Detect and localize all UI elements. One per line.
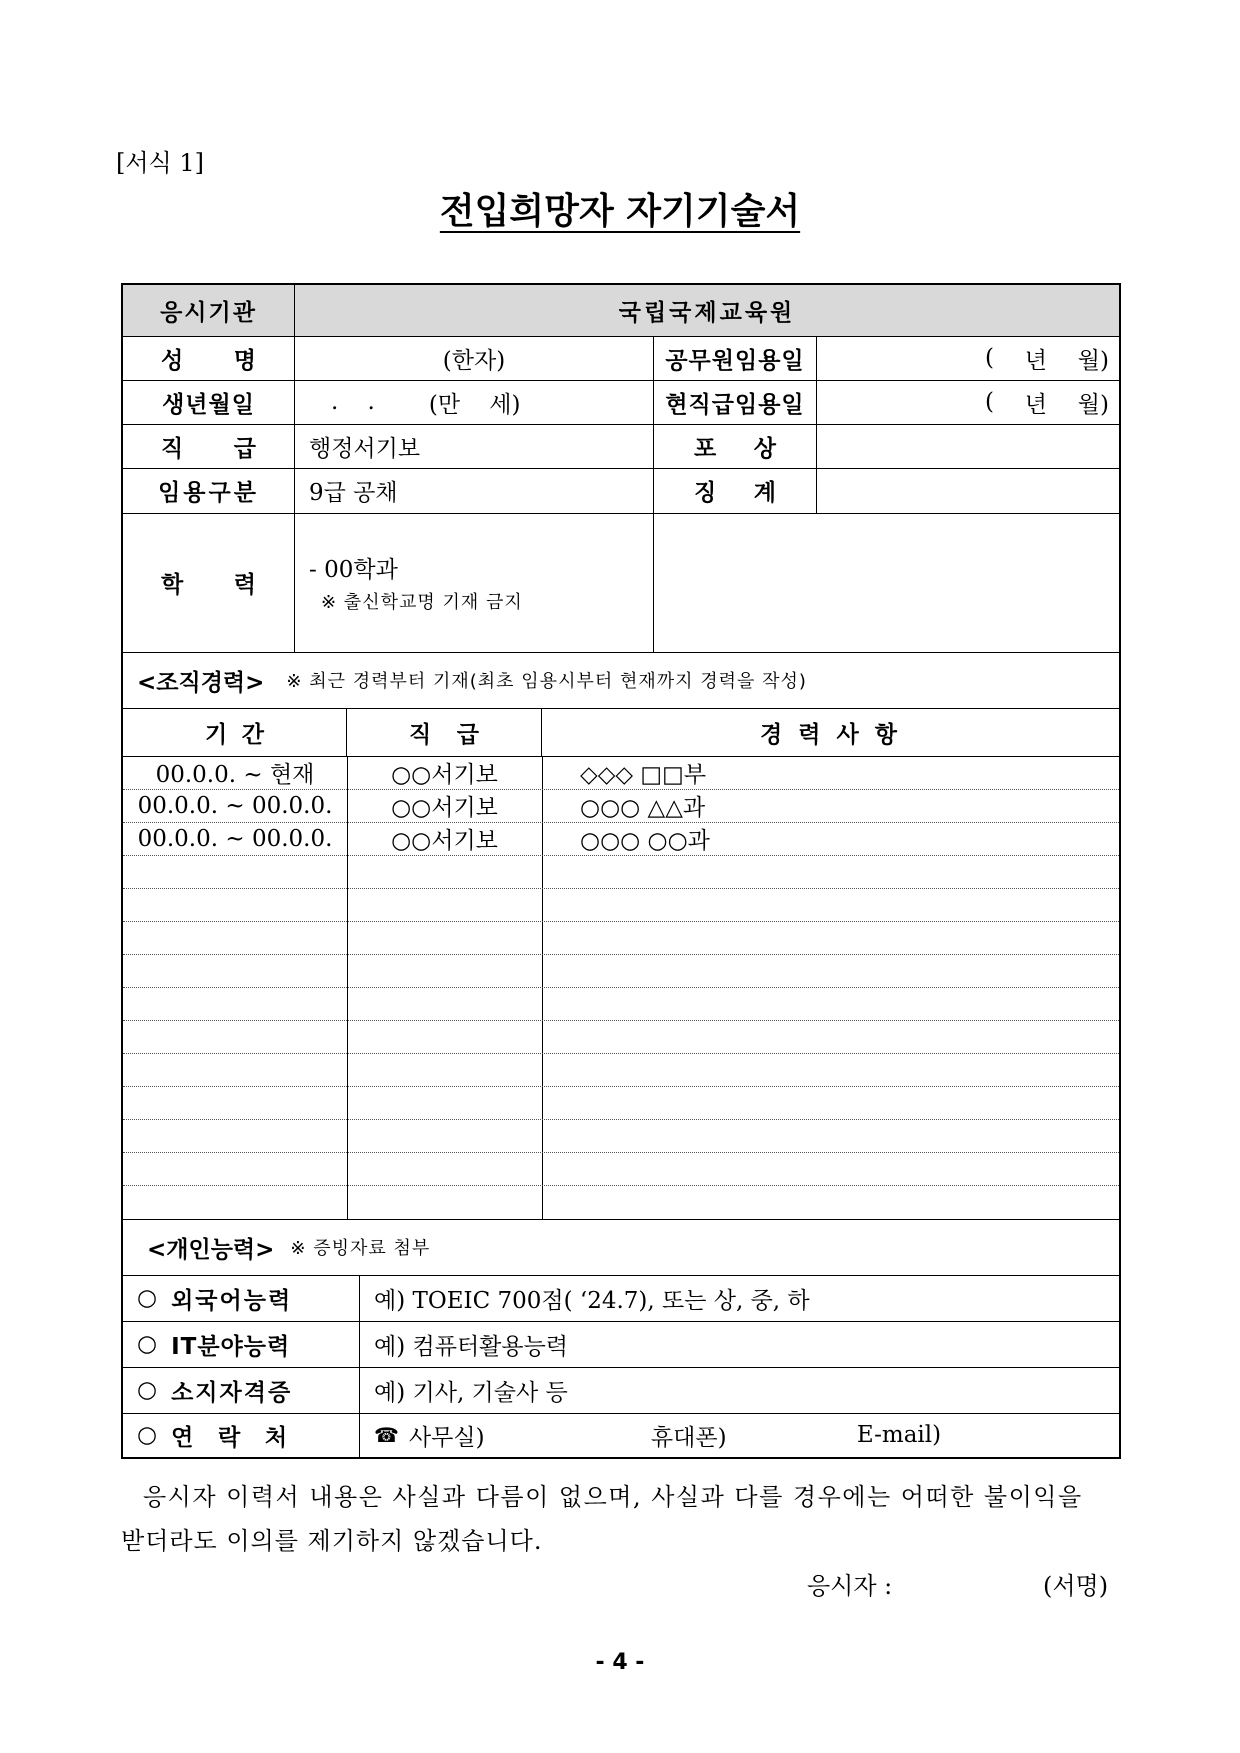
contact-label <box>123 1413 360 1457</box>
table-row <box>123 822 1119 856</box>
discipline-label <box>654 468 817 513</box>
ability-row <box>123 1321 1119 1368</box>
career-header-row <box>123 708 1119 757</box>
declaration-line-1: 응시자 이력서 내용은 사실과 다름이 없으며, 사실과 다를 경우에는 어떠한 불이익을 <box>143 1483 1083 1511</box>
award-label <box>654 424 817 468</box>
table-row[interactable] <box>123 855 1119 889</box>
document-title <box>0 183 1240 234</box>
grade-date-label: 현직급임용일 <box>654 380 817 424</box>
ability-label <box>123 1321 360 1367</box>
rank-field[interactable]: 행정서기보 <box>295 424 654 468</box>
award-label-1: 포 <box>694 435 717 462</box>
career-table-body <box>123 756 1119 1219</box>
education-label-2: 력 <box>233 572 256 598</box>
page-number: - 4 - <box>595 1650 645 1675</box>
contact-label-3: 처 <box>264 1424 288 1451</box>
career-detail[interactable]: ○○○ ○○과 <box>580 828 710 854</box>
name-label-1: 성 <box>161 347 184 374</box>
career-col-rank-2: 급 <box>456 721 479 748</box>
rank-label-2: 급 <box>233 435 256 462</box>
agency-row <box>123 285 1119 337</box>
award-field[interactable] <box>817 424 1119 468</box>
contact-office[interactable]: 사무실) <box>408 1424 485 1451</box>
career-col-rank-1: 직 <box>409 721 432 748</box>
rank-row <box>123 424 1119 469</box>
grade-date-field[interactable] <box>817 380 1119 424</box>
birth-label: 생년월일 <box>123 380 295 424</box>
career-col-rank <box>347 708 542 756</box>
ability-label-text: 외국어능력 <box>171 1287 293 1314</box>
birth-age: (만 세) <box>428 391 521 418</box>
name-row <box>123 336 1119 381</box>
career-heading-title: <조직경력> <box>137 669 265 696</box>
recruit-row <box>123 468 1119 514</box>
career-heading-row <box>123 652 1119 709</box>
grade-date-month: 월) <box>1077 391 1109 418</box>
appointment-date-field[interactable] <box>817 336 1119 380</box>
contact-label-text <box>171 1419 287 1452</box>
career-rank[interactable]: ○○서기보 <box>391 795 498 821</box>
document-title-text: 전입희망자 자기기술서 <box>439 190 801 232</box>
signature-field[interactable]: (서명) <box>1043 1572 1109 1600</box>
education-row <box>123 513 1119 653</box>
ability-label-text: IT분야능력 <box>171 1333 291 1360</box>
bullet: ○ <box>137 1422 158 1448</box>
contact-label-2: 락 <box>217 1424 241 1451</box>
table-row[interactable] <box>123 954 1119 988</box>
table-row[interactable] <box>123 888 1119 922</box>
table-row[interactable] <box>123 1185 1119 1220</box>
ability-heading <box>123 1219 1119 1275</box>
table-row[interactable] <box>123 1152 1119 1186</box>
signature-label: 응시자 : <box>807 1572 893 1600</box>
career-detail[interactable]: ○○○ △△과 <box>580 795 706 821</box>
birth-row <box>123 380 1119 425</box>
education-extra-field[interactable] <box>654 513 1119 652</box>
career-col-period <box>123 708 347 756</box>
career-col-period-1: 기 <box>205 721 228 748</box>
career-period[interactable]: 00.0.0. ~ 00.0.0. <box>137 825 333 852</box>
ability-heading-row <box>123 1219 1119 1276</box>
ability-heading-note: ※ 증빙자료 첨부 <box>290 1238 431 1259</box>
table-row[interactable] <box>123 1086 1119 1120</box>
bullet: ○ <box>137 1331 158 1357</box>
table-row[interactable] <box>123 1053 1119 1087</box>
career-col-detail: 경 력 사 항 <box>760 721 901 748</box>
table-row[interactable] <box>123 1020 1119 1054</box>
recruit-type-field[interactable]: 9급 공채 <box>295 468 654 513</box>
rank-label-1: 직 <box>161 435 184 462</box>
career-period[interactable]: 00.0.0. ~ 현재 <box>155 762 315 788</box>
grade-date-open: ( <box>985 389 994 415</box>
education-label <box>123 513 295 652</box>
table-row <box>123 756 1119 790</box>
ability-row <box>123 1275 1119 1322</box>
bullet: ○ <box>137 1377 158 1403</box>
grade-date-year: 년 <box>1024 391 1047 418</box>
career-rank[interactable]: ○○서기보 <box>391 828 498 854</box>
discipline-field[interactable] <box>817 468 1119 513</box>
recruit-type-label: 임용구분 <box>123 468 295 513</box>
career-heading-note: ※ 최근 경력부터 기재(최초 임용시부터 현재까지 경력을 작성) <box>286 671 807 692</box>
career-heading <box>123 652 1119 708</box>
career-rank[interactable]: ○○서기보 <box>391 762 498 788</box>
declaration <box>121 1475 1121 1563</box>
appointment-date-label: 공무원임용일 <box>654 336 817 380</box>
discipline-label-1: 징 <box>694 480 717 506</box>
agency-label: 응시기관 <box>123 285 295 336</box>
appointment-open: ( <box>985 345 994 371</box>
ability-heading-title: <개인능력> <box>147 1236 275 1263</box>
career-period[interactable]: 00.0.0. ~ 00.0.0. <box>137 792 333 819</box>
education-note: ※ 출신학교명 기재 금지 <box>321 592 523 613</box>
contact-field <box>360 1413 1119 1457</box>
ability-value[interactable]: 예) 기사, 기술사 등 <box>374 1379 568 1406</box>
career-detail[interactable]: ◇◇◇ □□부 <box>580 762 707 788</box>
contact-label-1: 연 <box>171 1424 194 1451</box>
education-field[interactable] <box>295 513 654 652</box>
career-col-period-2: 간 <box>241 721 264 748</box>
ability-value[interactable]: 예) TOEIC 700점( ‘24.7), 또는 상, 중, 하 <box>374 1287 810 1314</box>
table-row[interactable] <box>123 987 1119 1021</box>
appointment-year: 년 <box>1024 347 1047 374</box>
name-field[interactable]: (한자) <box>295 336 654 380</box>
table-row[interactable] <box>123 921 1119 955</box>
contact-row <box>123 1413 1119 1457</box>
application-form <box>121 283 1121 1459</box>
declaration-line-2: 받더라도 이의를 제기하지 않겠습니다. <box>121 1527 543 1555</box>
phone-icon: ☎ <box>374 1423 399 1447</box>
table-row <box>123 789 1119 823</box>
bullet: ○ <box>137 1285 158 1311</box>
agency-value: 국립국제교육원 <box>295 285 1119 336</box>
education-major: - 00학과 <box>309 557 398 583</box>
ability-label <box>123 1367 360 1413</box>
birth-dots: . . <box>331 389 375 415</box>
rank-label <box>123 424 295 468</box>
award-label-2: 상 <box>753 435 776 462</box>
education-label-1: 학 <box>161 572 184 598</box>
appointment-month: 월) <box>1077 347 1109 374</box>
name-label-2: 명 <box>233 347 256 374</box>
birth-field[interactable] <box>295 380 654 424</box>
contact-email[interactable]: E-mail) <box>856 1422 942 1448</box>
ability-value[interactable]: 예) 컴퓨터활용능력 <box>374 1333 569 1360</box>
ability-row <box>123 1367 1119 1414</box>
ability-label-text: 소지자격증 <box>171 1379 293 1406</box>
ability-label <box>123 1275 360 1321</box>
name-label <box>123 336 295 380</box>
form-label: [서식 1] <box>116 149 204 177</box>
table-row[interactable] <box>123 1119 1119 1153</box>
contact-mobile[interactable]: 휴대폰) <box>650 1424 727 1451</box>
discipline-label-2: 계 <box>753 480 776 506</box>
